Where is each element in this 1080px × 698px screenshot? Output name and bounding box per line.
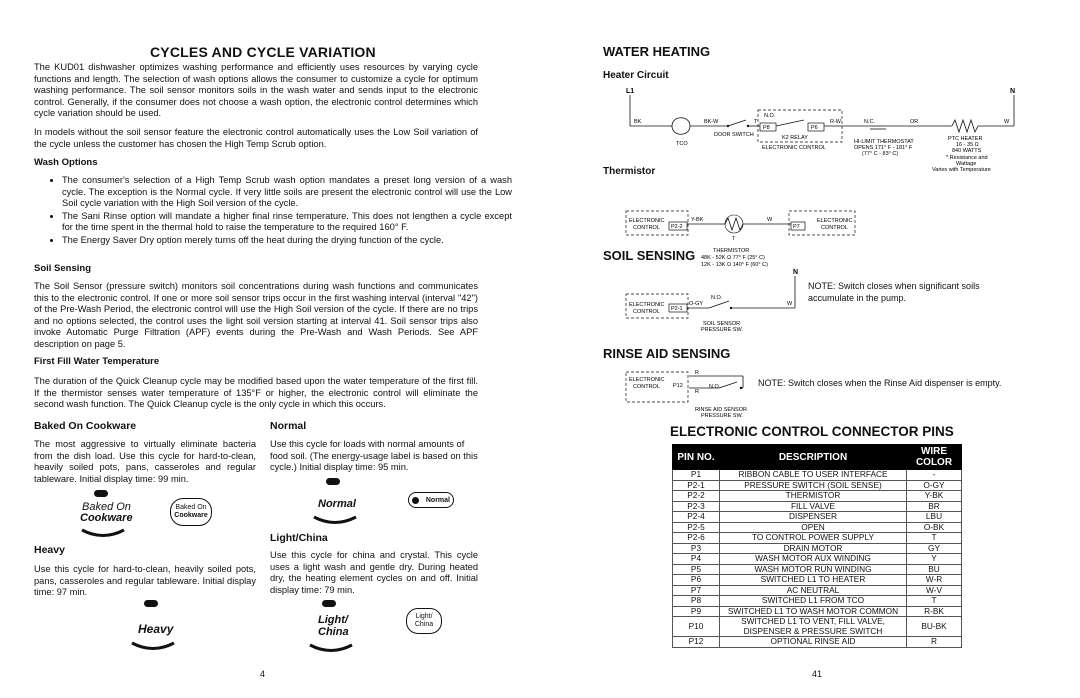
description-cell: DISPENSER [720,512,907,523]
no-label: N.O. [709,384,721,390]
light-paragraph: Use this cycle for china and crystal. This cycle uses a light wash and gentle dry. During heated dry, the heating element cycles on and off. Initial display time: 79 min. [270,550,478,595]
hi-limit-label-2: OPENS 171° F - 181° F [854,145,913,151]
p21-label: P2-1 [671,306,683,312]
baked-label-line1: Baked On [82,501,131,513]
heavy-heading: Heavy [34,544,65,556]
normal-paragraph: Use this cycle for loads with normal amounts of food soil. (The energy-usage label is based on this cycle.) Initial display time: 95 min. [270,439,478,473]
ec-label-4: CONTROL [821,225,848,231]
pin-cell: P8 [673,596,720,607]
wire-color-cell: GY [907,543,962,554]
n-label: N [793,269,799,276]
wire-color-header: WIRE COLOR [907,445,962,470]
ec-label-1: ELECTRONIC [629,302,665,308]
table-row [673,480,962,491]
nc-label: N.C. [864,119,875,125]
first-fill-heading: First Fill Water Temperature [34,356,160,367]
normal-button-graphic [304,478,370,530]
table-row [673,637,962,648]
ptc-label-2: 16 - 35 Ω [956,142,979,148]
description-cell: TO CONTROL POWER SUPPLY [720,533,907,544]
p6-label: P6 [811,125,818,131]
thermistor-spec-2: 12K - 13K Ω 140° F (60° C) [701,262,768,268]
description-cell: SWITCHED L1 TO WASH MOTOR COMMON [720,606,907,617]
pin-cell: P10 [673,617,720,637]
soil-sensing-title: SOIL SENSING [603,248,696,263]
button-arc [310,514,360,528]
description-cell: DRAIN MOTOR [720,543,907,554]
n-label: N [1010,88,1016,95]
r-label-bottom: R [695,389,699,395]
description-cell: WASH MOTOR RUN WINDING [720,564,907,575]
baked-button-graphic [76,490,142,542]
table-row [673,617,962,637]
pin-cell: P1 [673,470,720,481]
wire-color-cell: O-BK [907,522,962,533]
table-row [673,501,962,512]
or-label: OR [910,119,919,125]
baked-icon-line1: Baked On [175,504,207,511]
ec-label-2: CONTROL [633,384,660,390]
table-row [673,596,962,607]
table-row [673,533,962,544]
wash-option-item: • The Energy Saver Dry option merely turns off the heat during the drying function of the cycle. [62,235,512,247]
elec-control-label: ELECTRONIC CONTROL [762,145,826,151]
wire-color-cell: R-BK [907,606,962,617]
switch-contact [727,125,729,127]
k2-relay-label: K2 RELAY [782,135,808,141]
wash-option-item: • The Sani Rinse option will mandate a higher final rinse temperature. This does not lengthen a cycle except for the time spent in the thermal hold to raise the temperature to the required 160° F. [62,211,512,234]
wire-color-cell: - [907,470,962,481]
pressure-switch [709,301,729,308]
t-label: T [754,119,758,125]
indicator-light [326,478,340,485]
p22-label: P2-2 [671,224,683,230]
water-heating-title: WATER HEATING [603,44,711,59]
no-label: N.O. [711,295,723,301]
description-cell: SWITCHED L1 TO HEATER [720,575,907,586]
right-page-number: 41 [812,669,823,679]
rinse-aid-diagram [625,366,765,422]
soil-sensor-label: SOIL SENSOR [703,321,741,327]
normal-icon-label: Normal [425,496,450,504]
pin-cell: P2-2 [673,491,720,502]
left-page-number: 4 [260,669,266,679]
pin-cell: P2-6 [673,533,720,544]
baked-icon-line2: Cookware [174,512,208,519]
description-cell: OPEN [720,522,907,533]
normal-icon-dot [412,497,419,504]
soil-note: NOTE: Switch closes when significant soils accumulate in the pump. [808,281,980,303]
table-row [673,491,962,502]
heater-resistor [952,120,978,132]
wire-color-cell: R [907,637,962,648]
no-label: N.O. [764,113,776,119]
table-row [673,522,962,533]
pin-cell: P5 [673,564,720,575]
wire-color-cell: BU-BK [907,617,962,637]
w-label: W [767,217,773,223]
pin-cell: P7 [673,585,720,596]
connector-pins-table [672,444,962,648]
button-arc [78,527,128,541]
light-button-graphic [300,600,370,660]
wire-color-cell: BU [907,564,962,575]
light-heading: Light/China [270,532,328,544]
resistance-note-3: Varies with Temperature [932,167,991,173]
table-row [673,554,962,565]
wash-options-heading: Wash Options [34,157,98,168]
intro-paragraph-2: In models without the soil sensor feature the electronic control automatically uses the Low Soil variation of the cycle unless the customer has chosen the High Temp Scrub option. [34,127,478,149]
pressure-sw-label: PRESSURE SW. [701,327,743,333]
p12-label: P12 [673,383,683,389]
resistance-note-1: * Resistance and [946,155,988,161]
rinse-note: NOTE: Switch closes when the Rinse Aid dispenser is empty. [758,378,1002,388]
soil-sensing-heading: Soil Sensing [34,263,92,274]
p7-label: P7 [793,224,800,230]
button-arc [306,642,356,656]
thermistor-heading: Thermistor [603,166,656,177]
table-row [673,585,962,596]
pin-cell: P2-4 [673,512,720,523]
wash-option-item: • The consumer's selection of a High Temp Scrub wash option mandates a preset long version of a wash cycle. The exception is the Normal cycle. If very little soils are present the electronic control will use the Low Soil cycle variation with the High Soil version of the cycle. [62,175,512,210]
light-icon [406,608,442,634]
table-row [673,575,962,586]
indicator-light [322,600,336,607]
wire-color-cell: T [907,533,962,544]
ybk-label: Y-BK [691,217,704,223]
left-title: CYCLES AND CYCLE VARIATION [150,44,376,60]
wire-color-cell: W-R [907,575,962,586]
thermistor-name: THERMISTOR [713,248,750,254]
baked-icon [170,498,212,526]
pin-cell: P12 [673,637,720,648]
intro-paragraph-1: The KUD01 dishwasher optimizes washing performance and efficiently uses resources by varying cycle functions and length. The selection of wash options allows the consumer to customize a cycle for optimum washing performance. The soil sensor monitors soils in the wash water and sends input to the electronic control. Generally, if the consumer does not choose a wash option, the electronic control determines which cycle variation should be used. [34,62,478,119]
wire-color-cell: W-V [907,585,962,596]
description-cell: WASH MOTOR AUX WINDING [720,554,907,565]
rinse-sensor-label: RINSE AID SENSOR [695,407,747,413]
hi-limit-label-3: (77° C - 83° C) [862,151,899,157]
wash-options-list [28,175,512,248]
ec-label-2: CONTROL [633,225,660,231]
light-icon-line2: China [414,621,434,628]
wire-color-cell: Y-BK [907,491,962,502]
description-cell: SWITCHED L1 FROM TCO [720,596,907,607]
soil-sensing-diagram [625,266,810,336]
heavy-label: Heavy [138,622,174,636]
wire-color-cell: BR [907,501,962,512]
light-label-line1: Light/ [318,614,348,626]
p8-label: P8 [763,125,770,131]
light-label-line2: China [318,626,349,638]
table-row [673,606,962,617]
table-row [673,470,962,481]
pin-cell: P2-1 [673,480,720,491]
baked-heading: Baked On Cookware [34,420,137,432]
button-arc [128,640,178,654]
normal-heading: Normal [270,420,307,432]
w-label: W [787,301,793,307]
description-cell: FILL VALVE [720,501,907,512]
pin-cell: P2-5 [673,522,720,533]
table-row [673,564,962,575]
rw-label: R-W [830,119,841,125]
description-cell: THERMISTOR [720,491,907,502]
baked-label-line2: Cookware [80,512,133,524]
normal-label: Normal [318,498,356,510]
heater-circuit-diagram [622,85,1037,185]
light-icon-line1: Light/ [415,613,433,620]
tco-label: TCO [676,141,688,147]
hi-limit-label-1: HI-LIMIT THERMOSTAT [854,139,914,145]
description-cell: AC NEUTRAL [720,585,907,596]
rinse-aid-title: RINSE AID SENSING [603,346,731,361]
baked-paragraph: The most aggressive to virtually eliminate bacteria from the dish load. Use this cycle for hard-to-clean, heavily soiled pots, pans, casseroles and regular tableware. Initial display time: 99 min. [34,439,256,484]
pin-cell: P6 [673,575,720,586]
wire-color-cell: T [907,596,962,607]
heavy-paragraph: Use this cycle for hard-to-clean, heavily soiled pots, pans, casseroles and regular tableware. Initial display time: 97 min. [34,564,256,598]
pin-cell: P4 [673,554,720,565]
ogy-label: O-GY [689,301,704,307]
table-header-row [673,445,962,470]
description-cell: RIBBON CABLE TO USER INTERFACE [720,470,907,481]
tco-symbol [672,118,690,135]
ec-label-3: ELECTRONIC [817,218,853,224]
pressure-sw-label: PRESSURE SW. [701,413,743,419]
bkw-label: BK-W [704,119,719,125]
table-row [673,512,962,523]
heater-circuit-heading: Heater Circuit [603,70,669,81]
heavy-button-graphic [120,600,186,656]
ec-label-1: ELECTRONIC [629,377,665,383]
door-switch-label: DOOR SWITCH [714,132,754,138]
ec-label-1: ELECTRONIC [629,218,665,224]
w-label: W [1004,119,1010,125]
soil-sensing-paragraph: The Soil Sensor (pressure switch) monitors soil concentrations during wash functions and communicates this to the electronic control. If one or more soil sensor trips occur in the first washing interval (interval "42") of the Pre-Wash Period, the electronic control will use the High Soil version of the cycle. If there are no trips and no options selected, the control uses the light soil version starting at interval 41. Soil sensor trips also invoke Automatic Purge Filtration (APF) events during the Pre-Wash and Wash Periods. See APF description on page 5. [34,281,478,349]
indicator-light [94,490,108,497]
pin-cell: P2-3 [673,501,720,512]
table-row [673,543,962,554]
bk-label: BK [634,119,642,125]
rinse-switch [719,382,737,388]
wire-color-cell: Y [907,554,962,565]
ptc-label-1: PTC HEATER [948,136,983,142]
wire-color-cell: LBU [907,512,962,523]
r-label-top: R [695,370,699,376]
description-cell: OPTIONAL RINSE AID [720,637,907,648]
connector-pins-title: ELECTRONIC CONTROL CONNECTOR PINS [670,424,954,439]
description-cell: SWITCHED L1 TO VENT, FILL VALVE, DISPENSER & PRESSURE SWITCH [720,617,907,637]
description-cell: PRESSURE SWITCH (SOIL SENSE) [720,480,907,491]
pin-no-header: PIN NO. [673,445,720,470]
ec-label-2: CONTROL [633,309,660,315]
first-fill-paragraph: The duration of the Quick Cleanup cycle may be modified based upon the water temperature of the first fill. If the thermistor senses water temperature of 135°F or higher, the electronic control will eliminate the second wash function. The Quick Cleanup cycle is the only cycle in which this occurs. [34,376,478,410]
description-header: DESCRIPTION [720,445,907,470]
pin-cell: P3 [673,543,720,554]
resistance-note-2: Wattage [956,161,977,167]
indicator-light [144,600,158,607]
ptc-label-3: 840 WATTS [952,148,982,154]
l1-label: L1 [626,88,635,95]
pin-cell: P9 [673,606,720,617]
t-label: T [732,236,736,242]
wire-color-cell: O-GY [907,480,962,491]
table-body [673,470,962,648]
relay-contact [776,120,804,126]
normal-icon [408,492,454,508]
thermistor-spec-1: 48K - 52K Ω 77° F (25° C) [701,255,765,261]
door-switch [728,120,746,126]
thermistor-symbol [725,218,743,230]
